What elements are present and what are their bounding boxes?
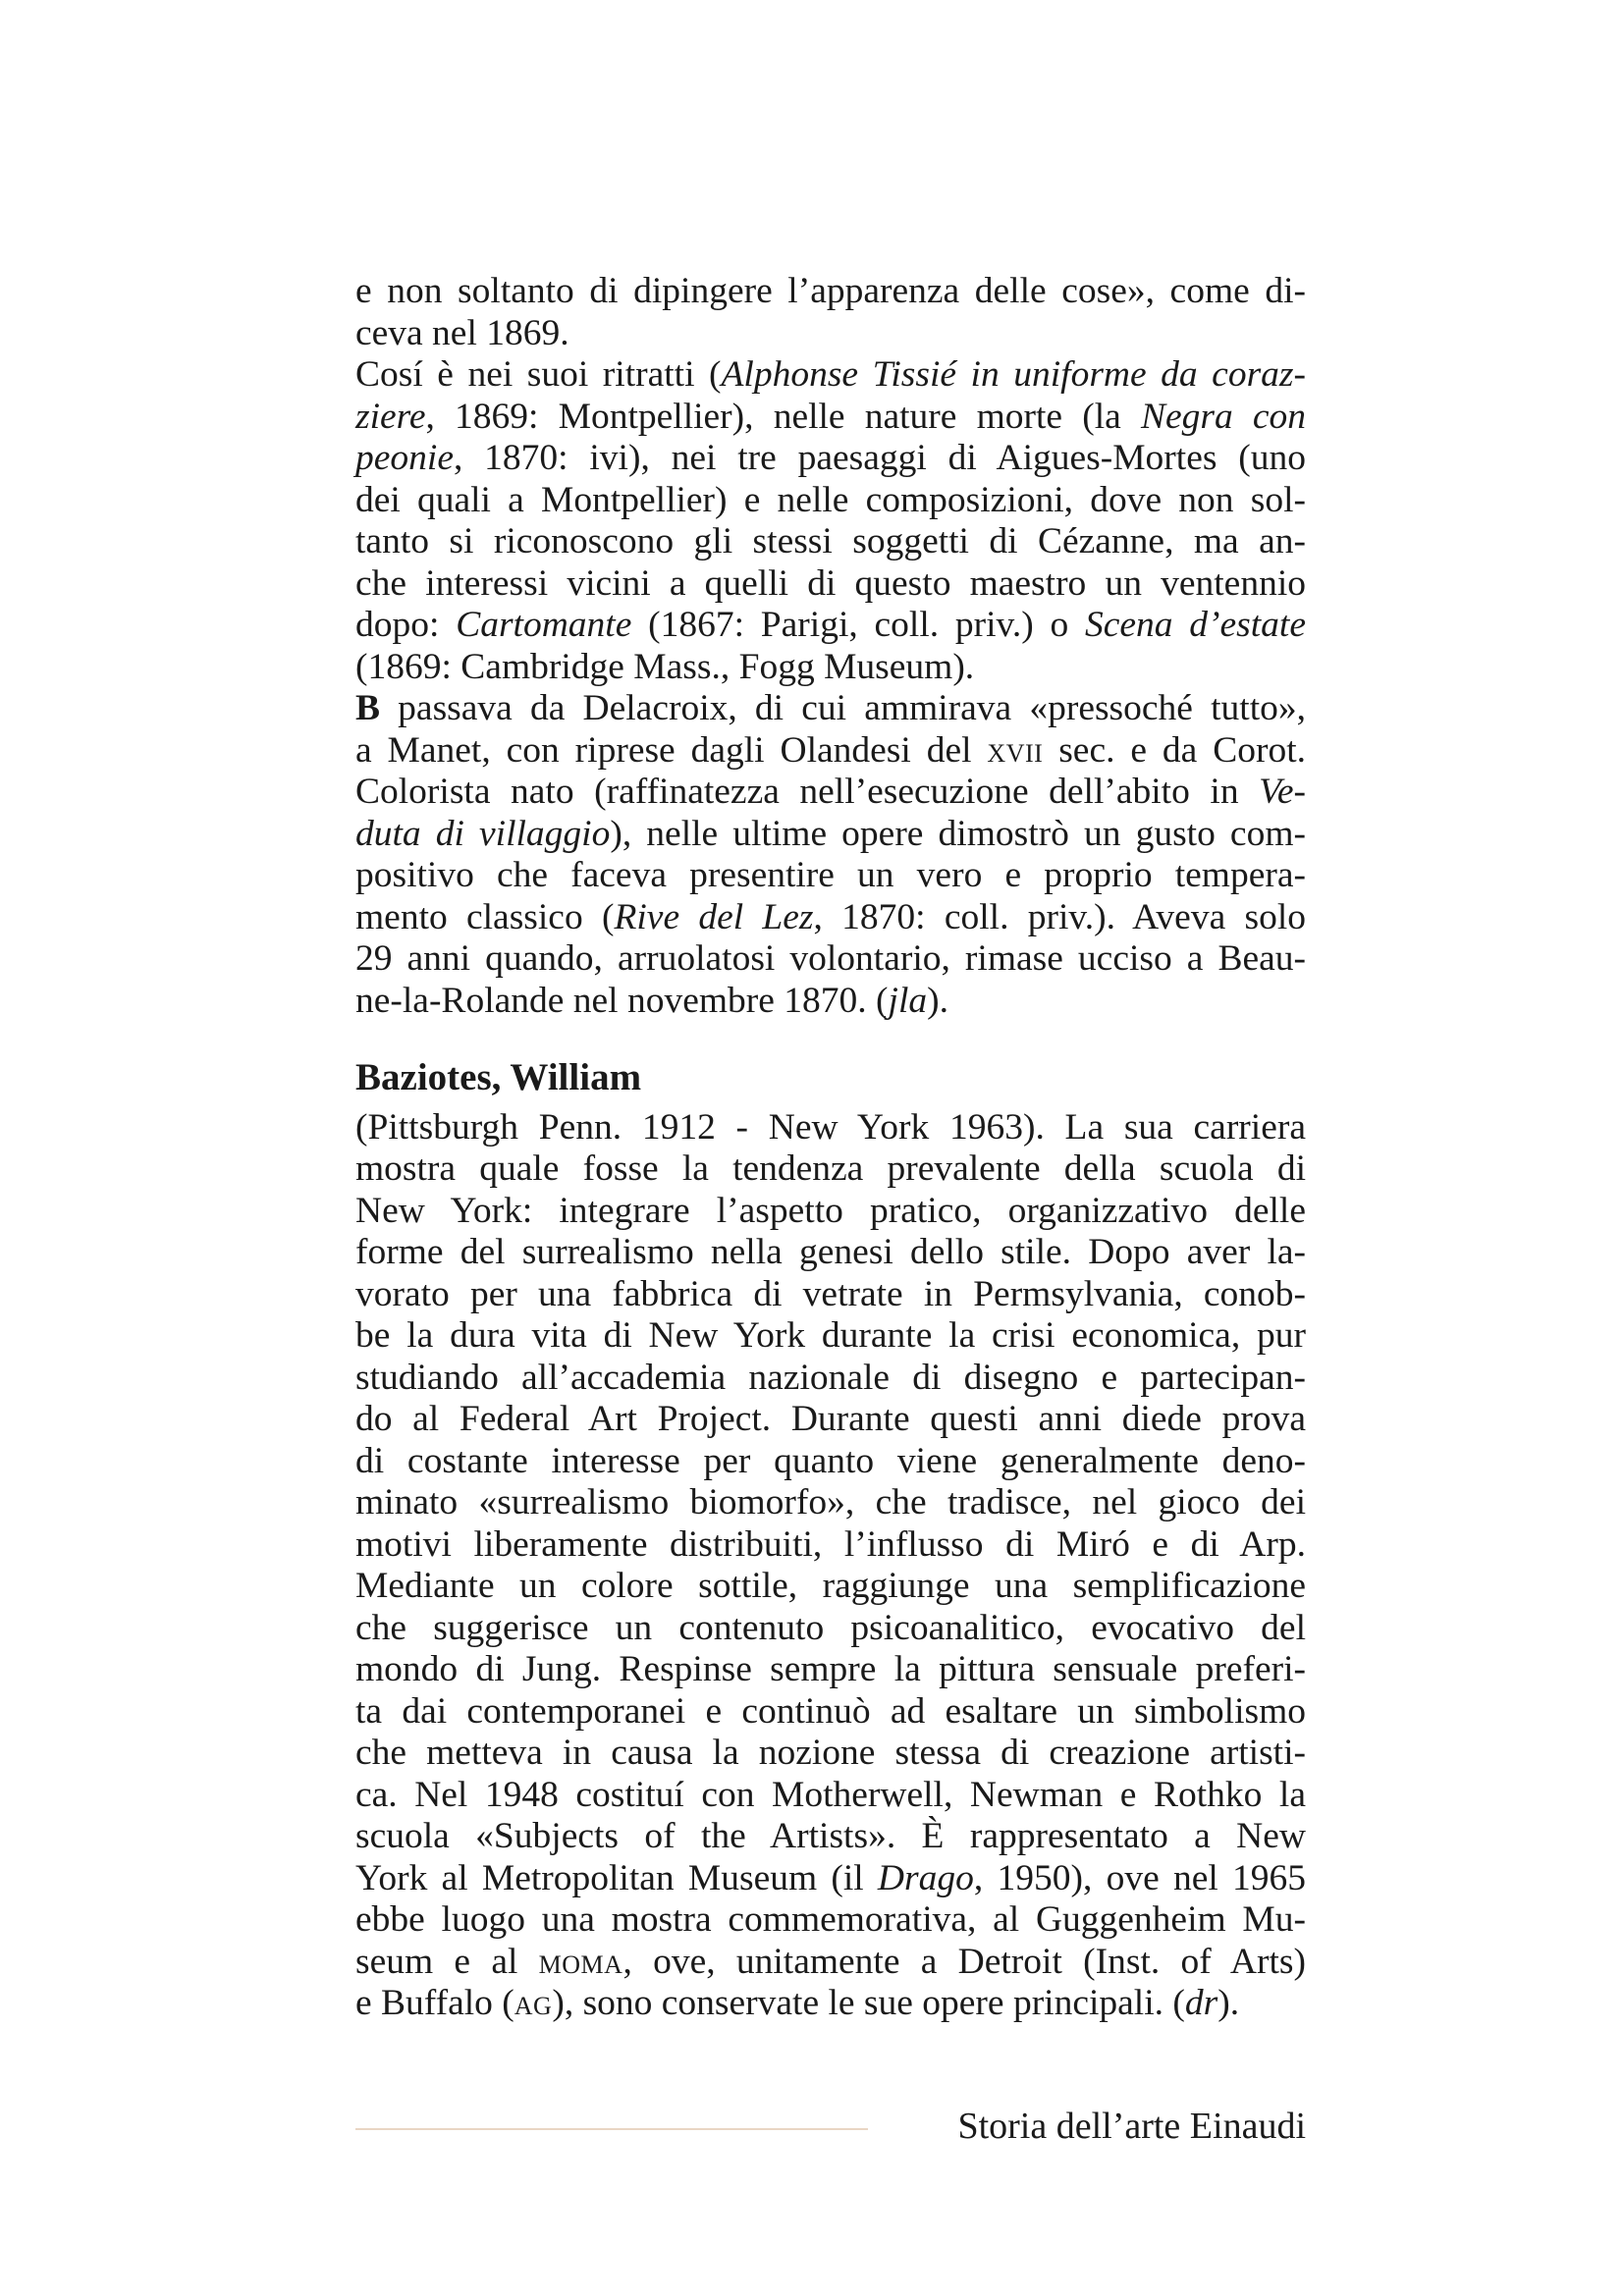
text-segment: e Buffalo ( — [355, 1983, 514, 2023]
text-segment: , 1869: Montpellier), nelle nature morte (la — [425, 396, 1141, 437]
text-segment: Mediante un colore sottile, raggiunge una semplificazione — [355, 1566, 1306, 1606]
text-segment: ca. Nel 1948 costituí con Motherwell, Newman e Rothko la — [355, 1774, 1306, 1815]
text-segment: (1867: Parigi, coll. priv.) o — [631, 605, 1085, 645]
text-segment: dopo: — [355, 605, 457, 645]
page-body — [355, 271, 1306, 2025]
text-line — [355, 897, 1306, 939]
footer-divider — [355, 2128, 868, 2130]
entry-initial: B — [355, 688, 381, 728]
text-line — [355, 1107, 1306, 1149]
text-segment: ), sono conservate le sue opere principali. ( — [552, 1983, 1185, 2023]
text-segment: vorato per una fabbrica di vetrate in Permsylvania, conob- — [355, 1273, 1306, 1314]
text-line — [355, 981, 1306, 1023]
text-segment: Cosí è nei suoi ritratti ( — [355, 354, 722, 395]
text-line — [355, 271, 1306, 313]
century-numeral: xvii — [987, 729, 1044, 771]
text-segment: mento classico ( — [355, 896, 615, 937]
text-line — [355, 438, 1306, 480]
text-line — [355, 1733, 1306, 1775]
text-segment: Colorista nato (raffinatezza nell’esecuzione dell’abito in — [355, 772, 1260, 812]
text-line — [355, 313, 1306, 355]
text-segment: (Pittsburgh Penn. 1912 - New York 1963). La sua carriera — [355, 1106, 1306, 1148]
artwork-title: duta di villaggio — [355, 813, 611, 854]
text-line — [355, 730, 1306, 773]
text-line — [355, 1191, 1306, 1233]
text-line — [355, 1775, 1306, 1817]
text-segment: ). — [1217, 1983, 1240, 2023]
text-segment: 29 anni quando, arruolatosi volontario, rimase ucciso a Beau- — [355, 938, 1306, 979]
text-segment: , ove, unitamente a Detroit (Inst. of Arts) — [622, 1941, 1306, 1982]
text-line — [355, 1482, 1306, 1524]
artwork-title: Negra con — [1140, 396, 1306, 437]
previous-entry-continuation — [355, 271, 1306, 1022]
text-line — [355, 1983, 1306, 2025]
text-line — [355, 1274, 1306, 1316]
text-segment: , 1950), ove nel 1965 — [973, 1857, 1306, 1898]
artwork-title: peonie — [355, 438, 454, 478]
text-line — [355, 1358, 1306, 1400]
text-segment: ), nelle ultime opere dimostrò un gusto com- — [610, 813, 1306, 854]
text-line — [355, 1691, 1306, 1734]
text-segment: sec. e da Corot. — [1043, 729, 1306, 771]
text-segment: forme del surrealismo nella genesi dello stile. Dopo aver la- — [355, 1232, 1306, 1272]
text-line — [355, 814, 1306, 856]
text-segment: che interessi vicini a quelli di questo maestro un ventennio — [355, 562, 1306, 604]
text-line — [355, 397, 1306, 439]
artwork-title: Alphonse Tissié in uniforme da coraz- — [721, 354, 1306, 395]
text-segment: studiando all’accademia nazionale di disegno e partecipan- — [355, 1357, 1306, 1398]
text-segment: minato «surrealismo biomorfo», che tradisce, nel gioco dei — [355, 1482, 1306, 1522]
text-segment: York al Metropolitan Museum (il — [355, 1857, 878, 1898]
text-line — [355, 1148, 1306, 1191]
text-segment: ne-la-Rolande nel novembre 1870. ( — [355, 980, 889, 1021]
text-segment: che metteva in causa la nozione stessa di creazione artisti- — [355, 1733, 1306, 1773]
text-segment: be la dura vita di New York durante la crisi economica, pur — [355, 1315, 1306, 1356]
text-line — [355, 1566, 1306, 1608]
text-line — [355, 1899, 1306, 1942]
text-segment: e non soltanto di dipingere l’apparenza delle cose», come di- — [355, 271, 1306, 311]
text-line — [355, 688, 1306, 730]
text-line — [355, 1315, 1306, 1358]
text-line — [355, 647, 1306, 689]
text-segment: , 1870: coll. priv.). Aveva solo — [813, 896, 1306, 937]
text-line — [355, 1816, 1306, 1858]
entry-heading: Baziotes, William — [355, 1056, 642, 1098]
text-line — [355, 605, 1306, 647]
text-segment: , 1870: ivi), nei tre paesaggi di Aigues-Mortes (uno — [453, 438, 1306, 478]
text-segment: di costante interesse per quanto viene generalmente deno- — [355, 1440, 1306, 1481]
author-initials: jla — [888, 980, 928, 1021]
text-line — [355, 480, 1306, 522]
text-line — [355, 1232, 1306, 1274]
text-line — [355, 1608, 1306, 1650]
text-line — [355, 938, 1306, 981]
text-segment: dei quali a Montpellier) e nelle composizioni, dove non sol- — [355, 479, 1306, 520]
text-line — [355, 772, 1306, 814]
text-segment: mostra quale fosse la tendenza prevalente della scuola di — [355, 1148, 1306, 1189]
entry-body — [355, 1107, 1306, 2025]
text-line — [355, 1649, 1306, 1691]
footer-book-title: Storia dell’arte Einaudi — [957, 2106, 1306, 2147]
text-segment: motivi liberamente distribuiti, l’influsso di Miró e di Arp. — [355, 1523, 1306, 1565]
museum-abbreviation: ag — [514, 1983, 553, 2023]
text-segment: positivo che faceva presentire un vero e proprio tempera- — [355, 855, 1306, 895]
artwork-title: Ve- — [1259, 772, 1306, 812]
text-line — [355, 563, 1306, 606]
text-line — [355, 1524, 1306, 1567]
text-segment: seum e al — [355, 1941, 539, 1982]
text-line — [355, 855, 1306, 897]
text-segment: do al Federal Art Project. Durante questi anni diede prova — [355, 1399, 1306, 1439]
text-segment: New York: integrare l’aspetto pratico, organizzativo delle — [355, 1190, 1306, 1231]
text-segment: (1869: Cambridge Mass., Fogg Museum). — [355, 646, 975, 687]
artwork-title: Scena d’estate — [1084, 605, 1306, 645]
text-line — [355, 521, 1306, 563]
text-line — [355, 1441, 1306, 1483]
text-line — [355, 354, 1306, 397]
museum-abbreviation: moma — [538, 1941, 623, 1982]
text-segment: a Manet, con riprese dagli Olandesi del — [355, 729, 988, 771]
text-segment: ta dai contemporanei e continuò ad esaltare un simbolismo — [355, 1690, 1306, 1732]
text-segment: ). — [927, 980, 948, 1021]
artwork-title: Rive del Lez — [614, 896, 814, 937]
text-segment: mondo di Jung. Respinse sempre la pittura sensuale preferi- — [355, 1649, 1306, 1689]
artwork-title: Cartomante — [456, 605, 632, 645]
artwork-title: Drago — [877, 1857, 974, 1898]
text-segment: tanto si riconoscono gli stessi soggetti di Cézanne, ma an- — [355, 521, 1306, 561]
author-initials: dr — [1184, 1983, 1218, 2023]
text-segment: scuola «Subjects of the Artists». È rappresentato a New — [355, 1816, 1306, 1856]
text-segment: ebbe luogo una mostra commemorativa, al Guggenheim Mu- — [355, 1899, 1306, 1940]
text-segment: che suggerisce un contenuto psicoanalitico, evocativo del — [355, 1607, 1306, 1648]
text-segment: passava da Delacroix, di cui ammirava «pressoché tutto», — [380, 688, 1306, 728]
text-line — [355, 1858, 1306, 1900]
text-line — [355, 1942, 1306, 1984]
artwork-title: ziere — [355, 396, 426, 437]
text-segment: ceva nel 1869. — [355, 312, 569, 353]
text-line — [355, 1399, 1306, 1441]
